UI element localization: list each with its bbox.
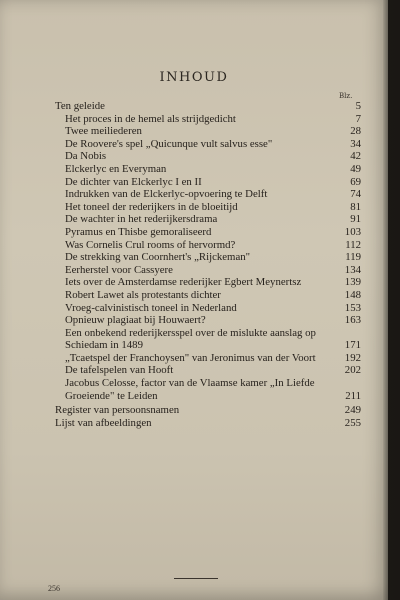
toc-entry-title: Het proces in de hemel als strijdgedicht — [65, 112, 236, 125]
toc-entry-page: 81 — [350, 200, 361, 213]
toc-entry — [55, 364, 361, 377]
toc-entry-page: 69 — [350, 175, 361, 188]
toc-entry — [55, 417, 361, 430]
toc-entry-title: De wachter in het rederijkersdrama — [65, 213, 218, 226]
toc-entry-page: 119 — [345, 251, 361, 264]
toc-entry — [55, 188, 361, 201]
toc-entry-page: 139 — [344, 276, 361, 289]
toc-entry-title: De strekking van Coornhert's „Rijckeman" — [65, 251, 251, 264]
toc-entry-title: De Roovere's spel „Quicunque vult salvus esse" — [65, 137, 273, 150]
toc-entry — [55, 404, 361, 417]
toc-entry — [55, 251, 361, 264]
toc-entry — [55, 289, 361, 302]
toc-entry-title: Iets over de Amsterdamse rederijker Egbert Meynertsz — [65, 276, 302, 289]
page-column-label: Blz. — [339, 92, 353, 100]
toc-entry-page: 103 — [344, 225, 361, 238]
toc-entry-page: 211 — [345, 389, 361, 402]
toc-entry-page: 5 — [355, 100, 361, 112]
toc-entry-title: Een onbekend rederijkersspel over de mislukte aanslag op Schiedam in 1489 — [65, 326, 316, 352]
toc-entry-page: 192 — [344, 351, 361, 364]
toc-entry — [55, 377, 361, 402]
toc-entry-page: 148 — [344, 288, 361, 301]
toc-entry-title: Da Nobis — [65, 150, 107, 163]
toc-entry — [55, 302, 361, 315]
toc-entry-page: 249 — [344, 404, 361, 417]
toc-entry-page: 28 — [350, 125, 361, 138]
toc-entry-title: Vroeg-calvinistisch toneel in Nederland — [65, 301, 237, 314]
toc-entry-title: Eerherstel voor Cassyere — [65, 263, 173, 276]
toc-entry-title: De tafelspelen van Hooft — [65, 364, 174, 377]
toc-entry — [55, 327, 361, 352]
toc-entry-title: Twee meiliederen — [65, 125, 142, 138]
toc-entry — [55, 163, 361, 176]
closing-rule — [174, 578, 218, 579]
toc-entry — [55, 264, 361, 277]
toc-entry — [55, 113, 361, 126]
toc-entry-page: 42 — [350, 150, 361, 163]
toc-entry — [55, 213, 361, 226]
toc-entry-title: Jacobus Celosse, factor van de Vlaamse kamer „In Liefde Groeiende" te Leiden — [65, 377, 315, 402]
toc-entry-page: 91 — [350, 213, 361, 226]
toc-entry — [55, 239, 361, 252]
toc-entry — [55, 138, 361, 151]
toc-entry-title: De dichter van Elckerlyc I en II — [65, 175, 202, 188]
toc-entry-title: Pyramus en Thisbe gemoraliseerd — [65, 225, 212, 238]
toc-entry-title: Indrukken van de Elckerlyc-opvoering te Delft — [65, 188, 268, 201]
toc-entry — [55, 352, 361, 365]
contents-heading: INHOUD — [159, 70, 229, 85]
toc-entry-page: 34 — [350, 137, 361, 150]
toc-entry-title: „Tcaetspel der Franchoysen" van Jeronimus van der Voort — [65, 351, 316, 364]
toc-entry-page: 7 — [355, 112, 361, 125]
toc-entry-page: 171 — [344, 339, 361, 352]
toc-entry-title: Elckerlyc en Everyman — [65, 162, 167, 175]
toc-entry — [55, 314, 361, 327]
toc-entry-page: 163 — [344, 314, 361, 327]
page-edge-shadow — [383, 0, 388, 600]
toc-entry-title: Ten geleide — [55, 100, 105, 112]
toc-entry — [55, 201, 361, 214]
toc-entry-page: 49 — [350, 162, 361, 175]
toc-entry-page: 74 — [350, 188, 361, 201]
page-number: 256 — [48, 584, 60, 593]
toc-entry — [55, 276, 361, 289]
toc-entry — [55, 176, 361, 189]
toc-entry-title: Register van persoonsnamen — [55, 404, 180, 417]
toc-entry — [55, 150, 361, 163]
toc-entry-title: Opnieuw plagiaat bij Houwaert? — [65, 314, 206, 327]
toc-entry — [55, 125, 361, 138]
toc-entry-title: Lijst van afbeeldingen — [55, 416, 152, 429]
toc-entry-title: Was Cornelis Crul rooms of hervormd? — [65, 238, 236, 251]
toc-entry — [55, 226, 361, 239]
table-of-contents — [55, 100, 361, 429]
toc-entry — [55, 100, 361, 113]
toc-entry-page: 202 — [344, 364, 361, 377]
toc-entry-page: 153 — [344, 301, 361, 314]
toc-entry-title: Robert Lawet als protestants dichter — [65, 288, 221, 301]
toc-entry-title: Het toneel der rederijkers in de bloeitijd — [65, 200, 238, 213]
toc-entry-page: 112 — [345, 238, 361, 251]
toc-entry-page: 134 — [344, 263, 361, 276]
toc-entry-page: 255 — [344, 416, 361, 429]
